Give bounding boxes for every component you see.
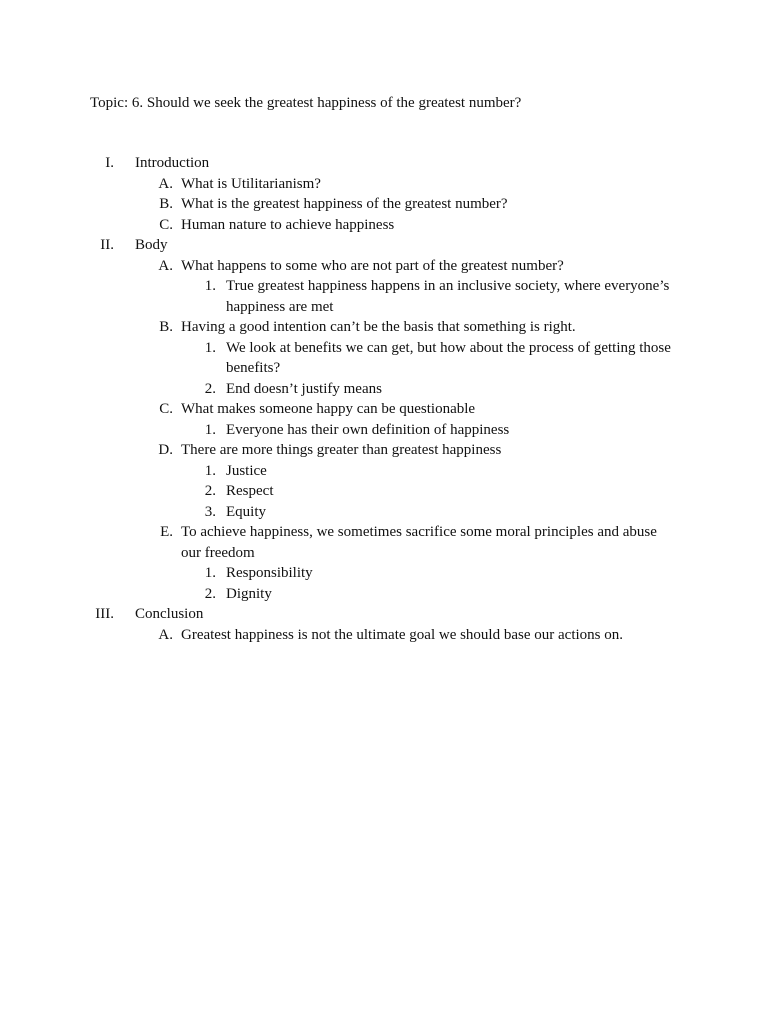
outline-marker: 1. [204, 278, 216, 294]
outline-item [0, 174, 768, 195]
outline-item [0, 625, 768, 646]
outline-text: What happens to some who are not part of the greatest number? [181, 257, 564, 274]
outline-item [0, 481, 768, 502]
outline-item [0, 440, 768, 461]
outline-text: What is Utilitarianism? [181, 175, 321, 192]
outline-item [0, 338, 768, 379]
outline-text: End doesn’t justify means [226, 380, 382, 397]
outline-marker: 3. [204, 503, 216, 520]
outline-item [0, 604, 768, 625]
outline-text: There are more things greater than greatest happiness [181, 442, 502, 458]
outline-marker: A. [158, 257, 173, 274]
outline-item [0, 235, 768, 256]
outline-item [0, 420, 768, 441]
outline-text: To achieve happiness, we sometimes sacrifice some moral principles and abuse our freedom [181, 524, 657, 561]
outline-text: Greatest happiness is not the ultimate goal we should base our actions on. [181, 626, 623, 643]
outline-text: We look at benefits we can get, but how about the process of getting those benefits? [226, 339, 671, 376]
outline-text: Equity [226, 503, 266, 520]
outline-marker: A. [158, 626, 173, 643]
outline-text: Human nature to achieve happiness [181, 216, 395, 233]
outline-list [0, 153, 768, 645]
outline-item [0, 153, 768, 174]
outline-marker: E. [160, 524, 173, 540]
outline-text: Dignity [226, 585, 272, 602]
outline-item [0, 215, 768, 236]
outline-text: Responsibility [226, 565, 313, 581]
outline-text: Body [135, 237, 168, 253]
outline-marker: 2. [204, 585, 216, 602]
outline-item [0, 522, 768, 563]
outline-text: What is the greatest happiness of the greatest number? [181, 196, 508, 212]
outline-marker: II. [100, 237, 114, 253]
outline-marker: C. [159, 401, 173, 417]
outline-item [0, 584, 768, 605]
outline-item [0, 563, 768, 584]
outline-item [0, 194, 768, 215]
outline-item [0, 317, 768, 338]
outline-marker: B. [159, 319, 173, 335]
outline-text: Respect [226, 483, 274, 499]
outline-marker: 1. [204, 565, 216, 581]
outline-text: True greatest happiness happens in an inclusive society, where everyone’s happiness are met [226, 278, 670, 315]
outline-text: Introduction [135, 155, 210, 171]
outline-item [0, 379, 768, 400]
outline-item [0, 502, 768, 523]
outline-text: What makes someone happy can be questionable [181, 401, 476, 417]
outline-item [0, 461, 768, 482]
topic-line: Topic: 6. Should we seek the greatest happiness of the greatest number? [90, 95, 522, 111]
outline-text: Having a good intention can’t be the basis that something is right. [181, 319, 576, 335]
outline-marker: C. [159, 216, 173, 233]
outline-marker: I. [105, 155, 114, 171]
outline-marker: 1. [204, 339, 216, 356]
outline-item [0, 276, 768, 317]
outline-marker: 2. [204, 483, 216, 499]
outline-text: Conclusion [135, 606, 204, 622]
outline-text: Justice [226, 462, 267, 479]
outline-marker: 2. [204, 380, 216, 397]
outline-marker: 1. [204, 462, 216, 479]
outline-marker: B. [159, 196, 173, 212]
outline-marker: D. [158, 442, 173, 458]
outline-text: Everyone has their own definition of happiness [226, 421, 510, 438]
outline-marker: A. [158, 175, 173, 192]
outline-marker: 1. [204, 421, 216, 438]
outline-item [0, 256, 768, 277]
outline-item [0, 399, 768, 420]
outline-marker: III. [95, 606, 114, 622]
